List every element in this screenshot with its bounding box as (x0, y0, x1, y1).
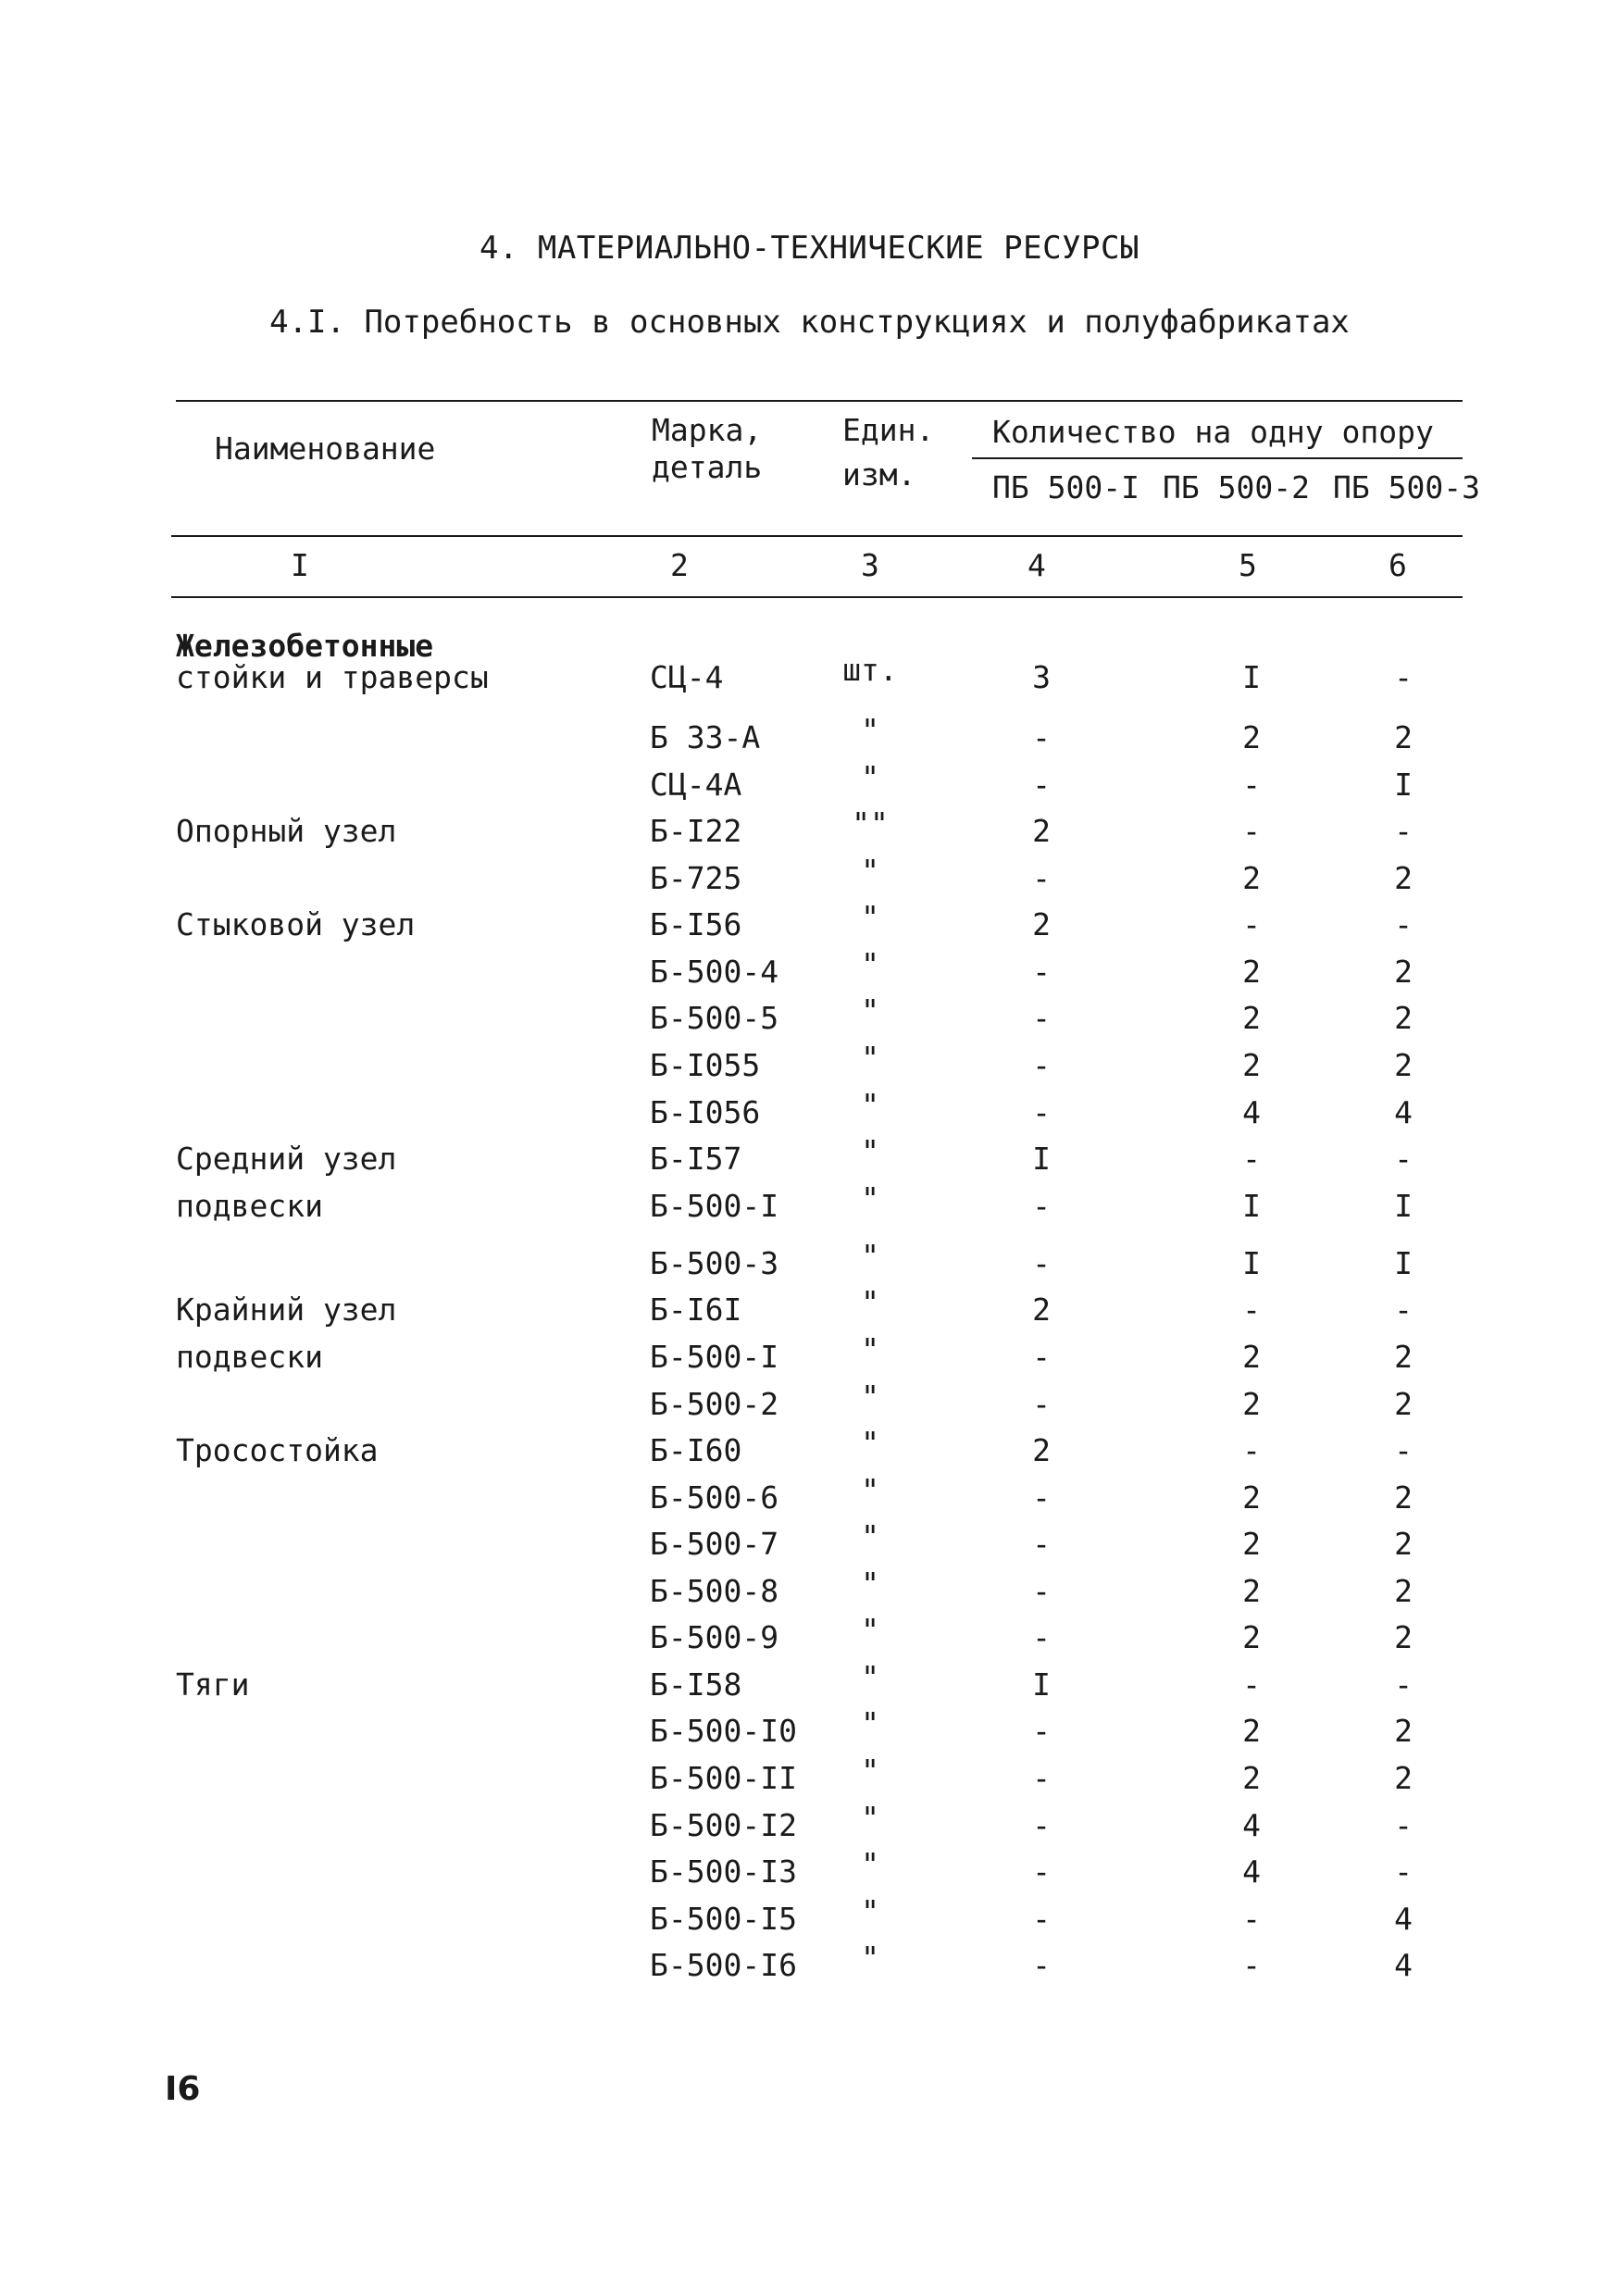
row-qty-pb500-1: - (1032, 1386, 1051, 1422)
row-mark: СЦ-4 (650, 659, 724, 695)
row-name: Средний узел (176, 1141, 397, 1177)
table-top-rule (176, 400, 1463, 402)
row-mark: Б 33-А (650, 719, 761, 755)
header-mark-line1: Марка, (652, 412, 763, 448)
row-qty-pb500-3: 2 (1394, 860, 1413, 896)
row-qty-pb500-2: - (1242, 1947, 1261, 1983)
header-unit-line1: Един. (842, 412, 935, 448)
row-unit: " (861, 1425, 879, 1461)
row-qty-pb500-2: 2 (1242, 1047, 1261, 1083)
header-quantity: Количество на одну опору (992, 414, 1434, 450)
row-mark: Б-500-6 (650, 1479, 779, 1516)
header-name: Наименование (215, 430, 436, 467)
row-mark: Б-500-2 (650, 1386, 779, 1422)
row-qty-pb500-1: - (1032, 1245, 1051, 1281)
row-qty-pb500-1: - (1032, 860, 1051, 896)
row-unit: " (861, 1612, 879, 1648)
header-bottom-rule (171, 535, 1463, 537)
row-mark: Б-500-5 (650, 1000, 779, 1036)
row-qty-pb500-2: 2 (1242, 1713, 1261, 1749)
row-qty-pb500-1: - (1032, 954, 1051, 990)
row-unit: " (861, 992, 879, 1029)
row-qty-pb500-3: 2 (1394, 954, 1413, 990)
row-qty-pb500-3: - (1394, 1432, 1413, 1468)
row-qty-pb500-3: 2 (1394, 1047, 1413, 1083)
row-qty-pb500-3: - (1394, 1807, 1413, 1843)
row-qty-pb500-3: - (1394, 1292, 1413, 1328)
row-qty-pb500-2: - (1242, 767, 1261, 803)
row-mark: СЦ-4А (650, 767, 742, 803)
page-number: I6 (165, 2070, 201, 2108)
row-qty-pb500-1: - (1032, 1713, 1051, 1749)
section-title: 4. МАТЕРИАЛЬНО-ТЕХНИЧЕСКИЕ РЕСУРСЫ (479, 230, 1140, 267)
header-col-pb500-3: ПБ 500-3 (1333, 469, 1480, 505)
row-unit: " (861, 759, 879, 795)
row-qty-pb500-1: I (1032, 1666, 1051, 1703)
row-qty-pb500-3: 2 (1394, 1386, 1413, 1422)
row-qty-pb500-1: - (1032, 1619, 1051, 1655)
row-unit: " (861, 1705, 879, 1741)
row-qty-pb500-1: - (1032, 1573, 1051, 1609)
header-unit-line2: изм. (842, 456, 916, 493)
row-qty-pb500-1: 3 (1032, 659, 1051, 695)
row-unit: " (861, 899, 879, 935)
row-qty-pb500-1: - (1032, 1526, 1051, 1562)
row-name: Тросостойка (176, 1432, 379, 1468)
row-qty-pb500-3: 2 (1394, 1526, 1413, 1562)
colnum-3: 3 (861, 547, 879, 583)
row-qty-pb500-1: - (1032, 1947, 1051, 1983)
row-mark: Б-500-7 (650, 1526, 779, 1562)
row-qty-pb500-3: - (1394, 1666, 1413, 1703)
row-qty-pb500-2: - (1242, 1432, 1261, 1468)
row-mark: Б-I56 (650, 906, 742, 942)
row-qty-pb500-3: - (1394, 1141, 1413, 1177)
row-qty-pb500-2: - (1242, 1292, 1261, 1328)
row-name-line2: стойки и траверсы (176, 659, 489, 695)
row-unit: шт. (842, 652, 898, 688)
row-qty-pb500-2: I (1242, 1245, 1261, 1281)
row-unit: "" (852, 805, 889, 842)
row-unit: " (861, 1472, 879, 1508)
row-qty-pb500-1: - (1032, 1188, 1051, 1224)
row-mark: Б-I055 (650, 1047, 761, 1083)
row-qty-pb500-1: - (1032, 1807, 1051, 1843)
row-qty-pb500-2: - (1242, 1141, 1261, 1177)
row-qty-pb500-1: 2 (1032, 1292, 1051, 1328)
row-qty-pb500-3: I (1394, 1188, 1413, 1224)
row-qty-pb500-1: I (1032, 1141, 1051, 1177)
row-qty-pb500-2: 2 (1242, 1339, 1261, 1375)
row-qty-pb500-3: 2 (1394, 1713, 1413, 1749)
row-mark: Б-500-9 (650, 1619, 779, 1655)
row-unit: " (861, 1331, 879, 1367)
row-qty-pb500-2: 2 (1242, 860, 1261, 896)
row-unit: " (861, 712, 879, 748)
row-mark: Б-I22 (650, 813, 742, 849)
row-qty-pb500-2: 2 (1242, 1573, 1261, 1609)
row-qty-pb500-1: 2 (1032, 813, 1051, 849)
row-mark: Б-500-I6 (650, 1947, 797, 1983)
row-mark: Б-500-II (650, 1760, 797, 1796)
row-unit: " (861, 1566, 879, 1602)
row-qty-pb500-2: 2 (1242, 954, 1261, 990)
row-qty-pb500-3: - (1394, 659, 1413, 695)
row-mark: Б-I6I (650, 1292, 742, 1328)
row-name: Крайний узел (176, 1292, 397, 1328)
row-unit: " (861, 1846, 879, 1882)
row-name: подвески (176, 1188, 323, 1224)
row-unit: " (861, 1133, 879, 1169)
row-qty-pb500-3: I (1394, 1245, 1413, 1281)
row-qty-pb500-2: 2 (1242, 1760, 1261, 1796)
row-mark: Б-500-I0 (650, 1713, 797, 1749)
header-col-pb500-1: ПБ 500-I (992, 469, 1140, 505)
row-qty-pb500-3: 2 (1394, 1000, 1413, 1036)
row-qty-pb500-2: 2 (1242, 1619, 1261, 1655)
row-qty-pb500-1: - (1032, 1901, 1051, 1937)
row-qty-pb500-1: - (1032, 1853, 1051, 1890)
row-qty-pb500-2: 2 (1242, 719, 1261, 755)
row-unit: " (861, 1040, 879, 1076)
row-mark: Б-500-4 (650, 954, 779, 990)
row-unit: " (861, 853, 879, 889)
row-qty-pb500-1: - (1032, 767, 1051, 803)
row-mark: Б-500-I (650, 1188, 779, 1224)
row-qty-pb500-3: I (1394, 767, 1413, 803)
colnum-bottom-rule (171, 596, 1463, 598)
subsection-title: 4.I. Потребность в основных конструкциях и полуфабрикатах (269, 304, 1350, 341)
row-unit: " (861, 1518, 879, 1554)
row-qty-pb500-2: 4 (1242, 1094, 1261, 1130)
row-qty-pb500-3: - (1394, 813, 1413, 849)
row-mark: Б-500-I (650, 1339, 779, 1375)
row-qty-pb500-3: 4 (1394, 1901, 1413, 1937)
row-qty-pb500-3: - (1394, 906, 1413, 942)
row-unit: " (861, 946, 879, 982)
row-qty-pb500-3: 4 (1394, 1947, 1413, 1983)
row-qty-pb500-2: 2 (1242, 1000, 1261, 1036)
row-unit: " (861, 1238, 879, 1274)
row-mark: Б-500-8 (650, 1573, 779, 1609)
row-qty-pb500-1: - (1032, 1760, 1051, 1796)
row-mark: Б-725 (650, 860, 742, 896)
row-qty-pb500-2: - (1242, 813, 1261, 849)
row-unit: " (861, 1940, 879, 1976)
row-name: Тяги (176, 1666, 250, 1703)
row-name-line1: Железобетонные (176, 628, 434, 664)
row-name: Стыковой узел (176, 906, 416, 942)
row-mark: Б-500-3 (650, 1245, 779, 1281)
row-qty-pb500-2: I (1242, 659, 1261, 695)
row-qty-pb500-3: 2 (1394, 1573, 1413, 1609)
row-name: Опорный узел (176, 813, 397, 849)
row-mark: Б-I60 (650, 1432, 742, 1468)
row-mark: Б-I58 (650, 1666, 742, 1703)
row-unit: " (861, 1284, 879, 1320)
row-unit: " (861, 1087, 879, 1123)
row-qty-pb500-1: - (1032, 719, 1051, 755)
row-qty-pb500-2: 2 (1242, 1479, 1261, 1516)
row-qty-pb500-3: 2 (1394, 1760, 1413, 1796)
row-qty-pb500-2: 4 (1242, 1807, 1261, 1843)
row-unit: " (861, 1800, 879, 1836)
header-mark-line2: деталь (652, 449, 763, 485)
row-qty-pb500-1: - (1032, 1094, 1051, 1130)
row-name: подвески (176, 1339, 323, 1375)
row-qty-pb500-1: 2 (1032, 906, 1051, 942)
row-unit: " (861, 1379, 879, 1415)
row-mark: Б-500-I3 (650, 1853, 797, 1890)
row-qty-pb500-2: 2 (1242, 1386, 1261, 1422)
row-mark: Б-I57 (650, 1141, 742, 1177)
row-qty-pb500-1: - (1032, 1479, 1051, 1516)
row-qty-pb500-2: - (1242, 906, 1261, 942)
qty-divider-rule (972, 457, 1463, 459)
row-qty-pb500-2: I (1242, 1188, 1261, 1224)
row-qty-pb500-1: 2 (1032, 1432, 1051, 1468)
row-qty-pb500-1: - (1032, 1339, 1051, 1375)
row-qty-pb500-3: 2 (1394, 719, 1413, 755)
row-qty-pb500-3: 4 (1394, 1094, 1413, 1130)
row-qty-pb500-2: - (1242, 1666, 1261, 1703)
row-qty-pb500-3: 2 (1394, 1479, 1413, 1516)
row-mark: Б-500-I5 (650, 1901, 797, 1937)
colnum-2: 2 (670, 547, 689, 583)
row-qty-pb500-2: - (1242, 1901, 1261, 1937)
row-qty-pb500-3: - (1394, 1853, 1413, 1890)
row-unit: " (861, 1893, 879, 1929)
row-unit: " (861, 1659, 879, 1695)
row-unit: " (861, 1180, 879, 1217)
row-qty-pb500-3: 2 (1394, 1339, 1413, 1375)
colnum-4: 4 (1027, 547, 1046, 583)
row-qty-pb500-1: - (1032, 1047, 1051, 1083)
row-qty-pb500-2: 4 (1242, 1853, 1261, 1890)
row-mark: Б-500-I2 (650, 1807, 797, 1843)
header-col-pb500-2: ПБ 500-2 (1163, 469, 1310, 505)
row-qty-pb500-2: 2 (1242, 1526, 1261, 1562)
row-unit: " (861, 1753, 879, 1789)
colnum-1: I (291, 547, 309, 583)
row-qty-pb500-1: - (1032, 1000, 1051, 1036)
colnum-6: 6 (1389, 547, 1407, 583)
colnum-5: 5 (1239, 547, 1257, 583)
row-qty-pb500-3: 2 (1394, 1619, 1413, 1655)
row-mark: Б-I056 (650, 1094, 761, 1130)
